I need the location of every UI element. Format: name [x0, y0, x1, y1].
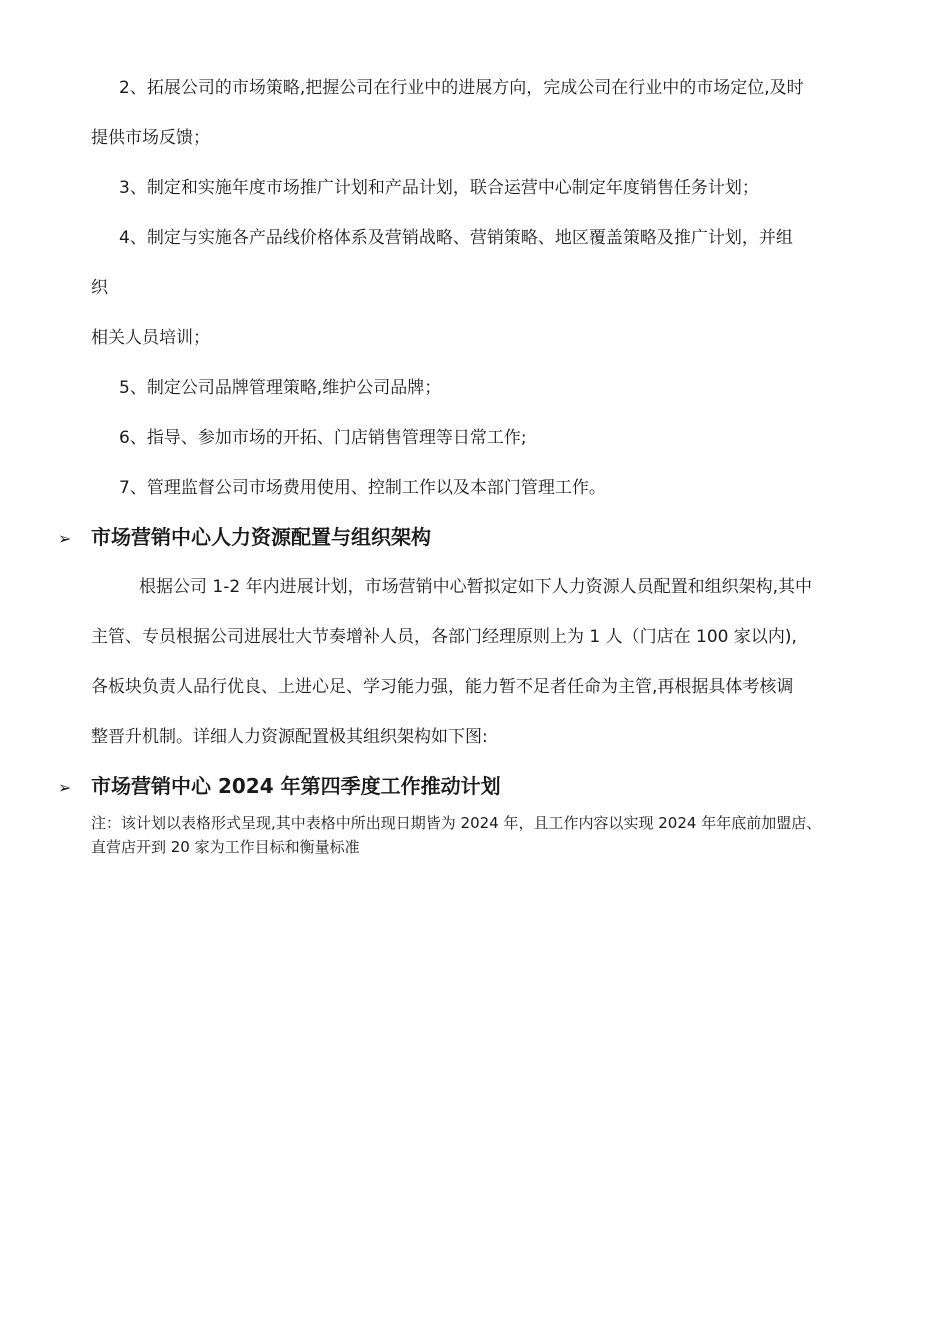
section-title: 市场营销中心人力资源配置与组织架构 — [91, 525, 431, 549]
list-item-6: 6、指导、参加市场的开拓、门店销售管理等日常工作; — [119, 428, 527, 448]
list-item-3: 3、制定和实施年度市场推广计划和产品计划，联合运营中心制定年度销售任务计划； — [119, 178, 759, 198]
arrow-bullet-icon: ➢ — [58, 529, 72, 548]
section-title: 市场营销中心 2024 年第四季度工作推动计划 — [91, 774, 501, 798]
section-heading-q4-plan — [58, 772, 501, 802]
paragraph-line-4: 整晋升机制。详细人力资源配置极其组织架构如下图: — [91, 727, 488, 747]
list-item-7: 7、管理监督公司市场费用使用、控制工作以及本部门管理工作。 — [119, 478, 606, 498]
arrow-bullet-icon: ➢ — [58, 778, 72, 797]
paragraph-line-3: 各板块负责人品行优良、上进心足、学习能力强，能力暂不足者任命为主管,再根据具体考核调 — [91, 677, 794, 697]
list-item-4-line-3: 相关人员培训； — [91, 328, 210, 348]
note-line-2: 直营店开到 20 家为工作目标和衡量标准 — [91, 838, 360, 856]
paragraph-line-2: 主管、专员根据公司进展壮大节奏增补人员，各部门经理原则上为 1 人（门店在 100 家以内), — [91, 627, 797, 647]
paragraph-line-1: 根据公司 1-2 年内进展计划，市场营销中心暂拟定如下人力资源人员配置和组织架构,其中 — [139, 577, 812, 597]
list-item-4-line-2: 织 — [91, 278, 108, 298]
section-heading-hr-structure — [58, 523, 431, 553]
list-item-2-line-1: 2、拓展公司的市场策略,把握公司在行业中的进展方向，完成公司在行业中的市场定位,及时 — [119, 78, 804, 98]
list-item-5: 5、制定公司品牌管理策略,维护公司品牌； — [119, 378, 442, 398]
note-line-1: 注：该计划以表格形式呈现,其中表格中所出现日期皆为 2024 年，且工作内容以实现 2024 年年底前加盟店、 — [91, 814, 822, 832]
list-item-4-line-1: 4、制定与实施各产品线价格体系及营销战略、营销策略、地区覆盖策略及推广计划，并组 — [119, 228, 793, 248]
list-item-2-line-2: 提供市场反馈； — [91, 128, 210, 148]
